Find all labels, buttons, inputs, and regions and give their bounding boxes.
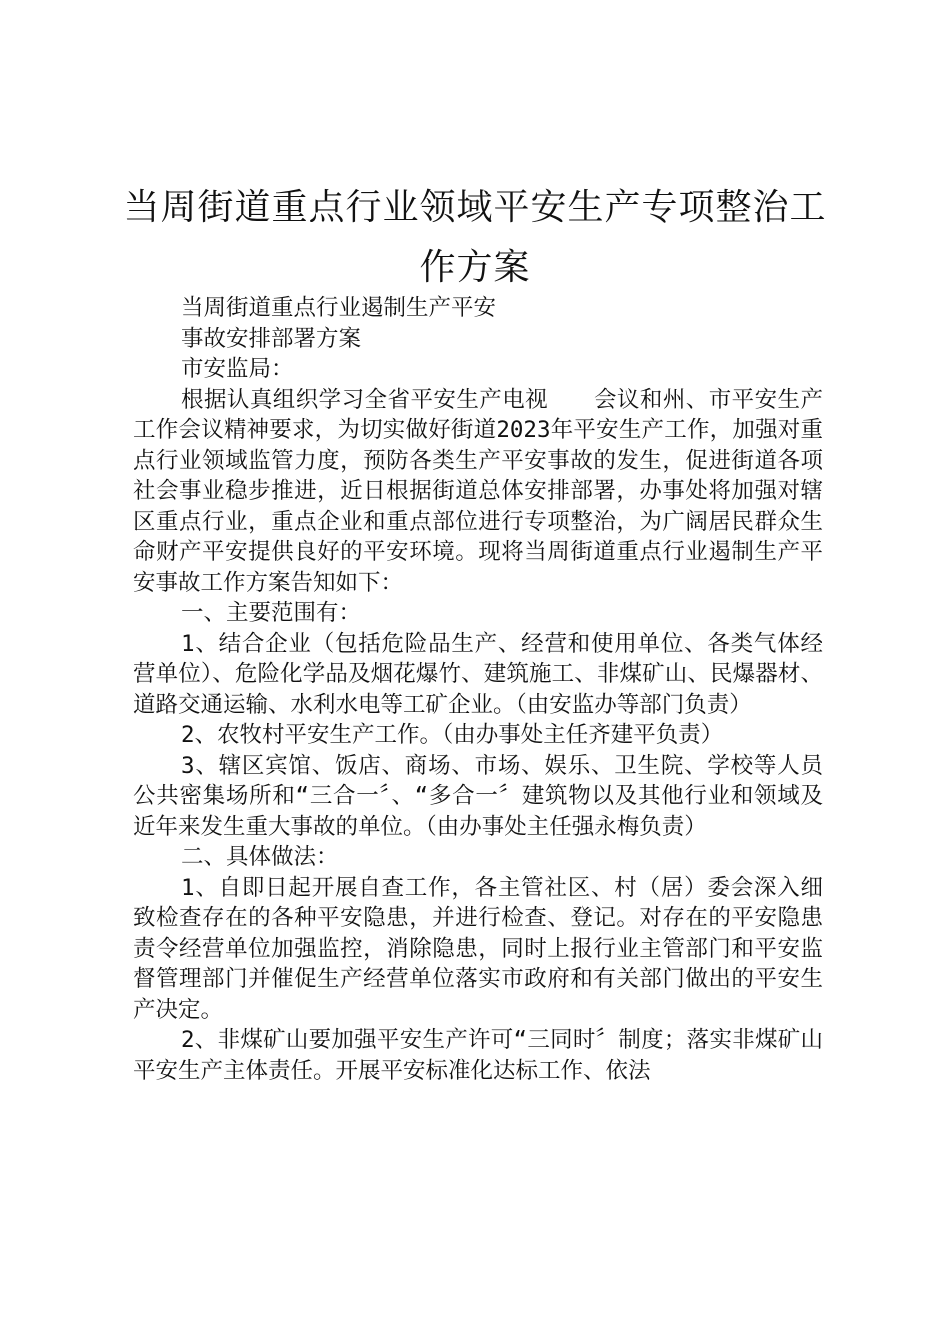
scope-item-2: 2、农牧村平安生产工作。（由办事处主任齐建平负责） <box>181 722 724 748</box>
paragraph-heading-line-2: 事故安排部署方案 <box>181 325 362 352</box>
method-item-2: 2、非煤矿山要加强平安生产许可“三同时〞制度；落实非煤矿山平安生产主体责任。开展平安标准化达标工作、依法 <box>133 1027 823 1084</box>
method-item-1: 1、自即日起开展自查工作，各主管社区、村（居）委会深入细致检查存在的各种平安隐患，并进行检查、登记。对存在的平安隐患责令经营单位加强监控，消除隐患，同时上报行业主管部门和平安监督管理部门并催促生产经营单位落实市政府和有关部门做出的平安生产决定。 <box>133 874 823 1023</box>
scope-item-3: 3、辖区宾馆、饭店、商场、市场、娱乐、卫生院、学校等人员公共密集场所和“三合一〞、“多合一〞建筑物以及其他行业和领域及近年来发生重大事故的单位。（由办事处主任强永梅负责） <box>133 752 823 840</box>
paragraph-addressee: 市安监局： <box>181 356 294 382</box>
section-heading-methods: 二、具体做法： <box>181 844 339 870</box>
paragraph-intro: 根据认真组织学习全省平安生产电视 会议和州、市平安生产工作会议精神要求，为切实做好街道2023年平安生产工作，加强对重点行业领域监管力度，预防各类生产平安事故的发生，促进街道各项社会事业稳步推进，近日根据街道总体安排部署，办事处将加强对辖区重点行业，重点企业和重点部位进行专项整治，为广阔居民群众生命财产平安提供良好的平安环境。现将当周街道重点行业遏制生产平安事故工作方案告知如下： <box>133 386 823 596</box>
scope-item-1: 1、结合企业（包括危险品生产、经营和使用单位、各类气体经营单位）、危险化学品及烟花爆竹、建筑施工、非煤矿山、民爆器材、道路交通运输、水利水电等工矿企业。（由安监办等部门负责） <box>133 630 823 718</box>
document-title: 当周街道重点行业领域平安生产专项整治工作方案 <box>123 187 827 288</box>
paragraph-heading-line-1: 当周街道重点行业遏制生产平安 <box>181 295 497 321</box>
section-heading-scope: 一、主要范围有： <box>181 600 362 626</box>
document-body <box>133 293 823 1086</box>
